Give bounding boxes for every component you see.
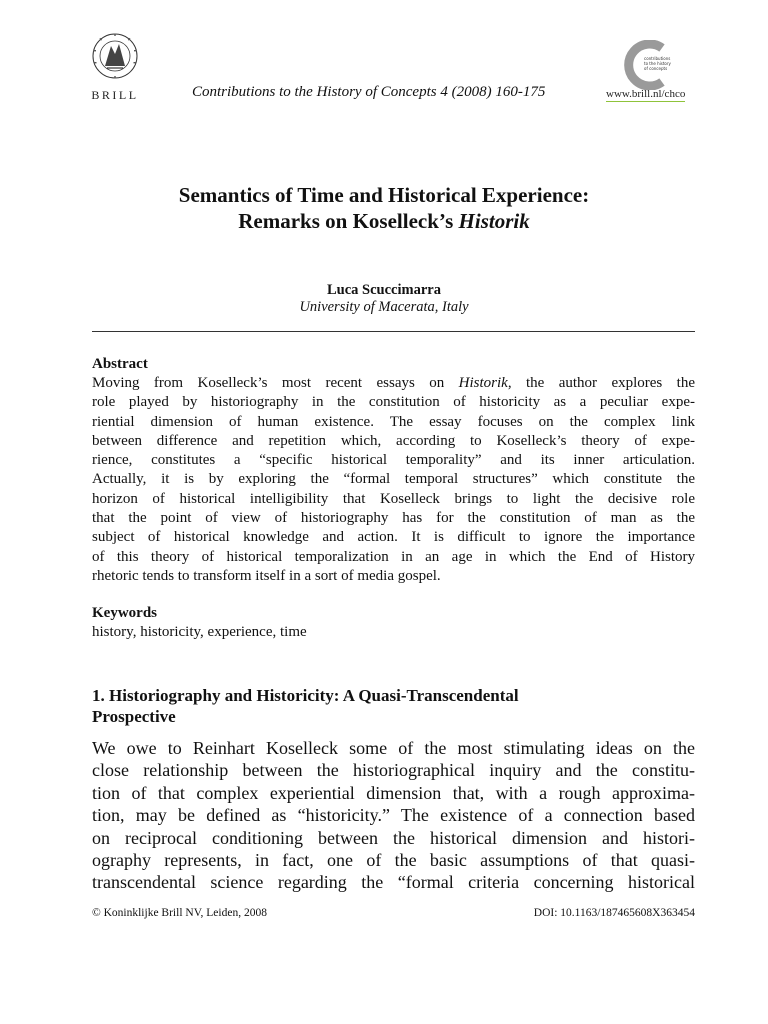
svg-text:contributions: contributions [644, 56, 671, 61]
body-line: ography represents, in fact, one of the basic assumptions of that quasi- [92, 850, 695, 871]
author-name: Luca Scuccimarra [327, 282, 441, 298]
svg-text:of concepts: of concepts [644, 66, 668, 71]
section-heading-line-2: Prospective [92, 707, 176, 726]
title-line-1: Semantics of Time and Historical Experience: [178, 183, 590, 207]
keywords-list: history, historicity, experience, time [92, 624, 307, 640]
abstract-line: role played by historiography in the constitution of historicity as a peculiar expe- [92, 394, 695, 411]
publisher-name: BRILL [91, 88, 139, 102]
abstract-line: horizon of historical intelligibility that Koselleck brings to light the decisive role [92, 490, 695, 507]
abstract-heading: Abstract [92, 356, 148, 372]
section-heading-line-1: 1. Historiography and Historicity: A Quasi-Transcendental [92, 686, 519, 705]
section-heading [92, 685, 695, 727]
journal-url-link[interactable]: www.brill.nl/chco [606, 88, 686, 100]
title-divider [92, 331, 695, 332]
abstract-line: that the point of view of historiography has for the constitution of man as the [92, 510, 695, 527]
abstract-body [92, 374, 695, 586]
abstract-line: of this theory of historical temporalization in an age in which the End of History [92, 548, 695, 565]
abstract-line: riential dimension of human existence. The essay focuses on the complex link [92, 413, 695, 430]
abstract-line: Moving from Koselleck’s most recent essays on Historik, the author explores the [92, 375, 696, 391]
keywords-heading: Keywords [92, 605, 157, 621]
brill-logo [78, 32, 152, 106]
abstract-line: rhetoric tends to transform itself in a sort of media gospel. [92, 567, 441, 584]
abstract-line: subject of historical knowledge and action. It is difficult to ignore the importance [92, 529, 695, 546]
svg-text:to the history: to the history [644, 61, 671, 66]
section-body [92, 737, 695, 894]
copyright-notice: © Koninklijke Brill NV, Leiden, 2008 [92, 907, 267, 919]
doi-reference: DOI: 10.1163/187465608X363454 [533, 907, 695, 919]
body-line: close relationship between the historiographical inquiry and the constitu- [92, 760, 695, 781]
brill-seal-icon [91, 32, 139, 84]
author-affiliation: University of Macerata, Italy [299, 299, 469, 315]
chco-logo [622, 40, 674, 90]
body-line: tion of that complex experiential dimension that, with a rough approxima- [92, 782, 695, 803]
body-line: on reciprocal conditioning between the historical dimension and histori- [92, 827, 695, 848]
abstract-line: rience, constitutes a “specific historical temporality” and its inner articulation. [92, 452, 695, 469]
body-line: tion, may be defined as “historicity.” The existence of a connection based [92, 805, 695, 826]
abstract-line: Actually, it is by exploring the “formal temporal structures” which constitute the [92, 471, 695, 488]
journal-citation: Contributions to the History of Concepts 4 (2008) 160-175 [192, 84, 546, 100]
body-line: transcendental science regarding the “formal criteria concerning historical [92, 872, 695, 893]
abstract-line: between difference and repetition which, according to Koselleck’s theory of expe- [92, 432, 695, 449]
article-title [84, 182, 684, 234]
title-line-2: Remarks on Koselleck’s Historik [238, 209, 530, 233]
chco-logo-icon [622, 40, 674, 90]
body-line: We owe to Reinhart Koselleck some of the most stimulating ideas on the [92, 738, 695, 758]
